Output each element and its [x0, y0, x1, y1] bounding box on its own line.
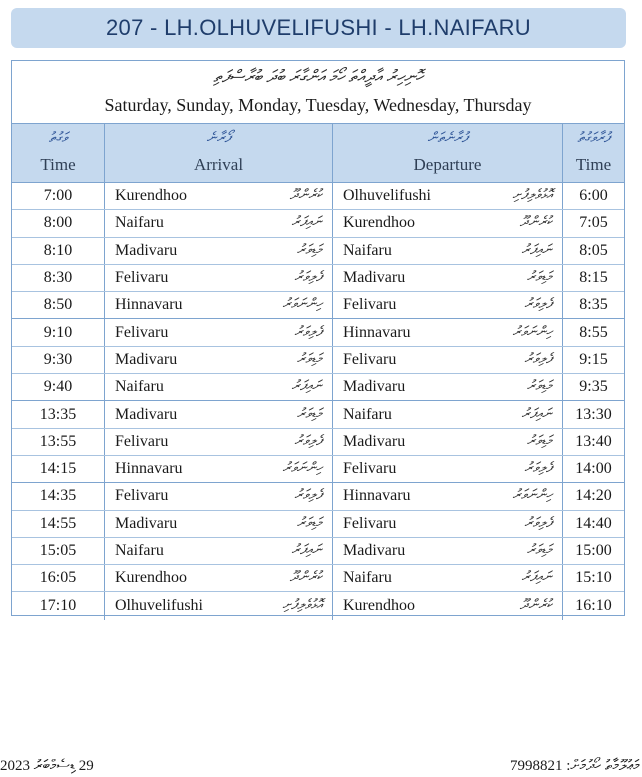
- departure-place-dv: ކުރެންދޫ: [519, 215, 552, 231]
- footer-date: 29 ޑިސެމްބަރު 2023: [0, 758, 94, 774]
- departure-place: [332, 429, 562, 455]
- departure-place-dv: ކުރެންދޫ: [519, 598, 552, 614]
- departure-place-en: Madivaru: [343, 378, 406, 396]
- departure-place: [332, 401, 562, 427]
- arrival-time: 9:10: [43, 323, 73, 341]
- route-title-bar: [11, 8, 626, 48]
- arrival-place-dv: މަޑިވަރު: [296, 242, 322, 258]
- arrival-place-dv: މަޑިވަރު: [296, 515, 322, 531]
- departure-place: [332, 538, 562, 564]
- arrival-place-en: Felivaru: [115, 269, 169, 287]
- arrival-place-en: Hinnavaru: [115, 460, 183, 478]
- departure-place-en: Madivaru: [343, 269, 406, 287]
- arrival-time: 7:00: [43, 187, 73, 205]
- column-header-departure-time: [562, 124, 624, 182]
- departure-place-en: Olhuvelifushi: [343, 187, 431, 205]
- departure-time: 7:05: [562, 210, 624, 236]
- departure-time: 6:00: [562, 183, 624, 209]
- table-row: [12, 265, 624, 292]
- departure-place: [332, 374, 562, 400]
- column-header-row: [12, 123, 624, 183]
- arrival-place-dv: އޮޅުވެލިފުށި: [282, 598, 322, 614]
- departure-place-dv: ފެލިވަރު: [524, 351, 552, 367]
- arrival-time: 9:40: [43, 378, 73, 396]
- arrival-place-dv: ފެލިވަރު: [294, 433, 322, 449]
- departure-place-en: Kurendhoo: [343, 597, 415, 615]
- arrival-place: [104, 374, 332, 400]
- arrival-place: [104, 456, 332, 482]
- column-header-dv: ފޯރާނެ: [206, 131, 231, 146]
- arrival-place-dv: ނައިފަރު: [291, 215, 322, 231]
- arrival-place-dv: ނައިފަރު: [291, 543, 322, 558]
- arrival-place-en: Madivaru: [115, 241, 178, 259]
- arrival-place-en: Felivaru: [115, 432, 169, 450]
- arrival-place: [104, 429, 332, 455]
- arrival-place-en: Madivaru: [115, 350, 178, 368]
- table-row: [12, 401, 624, 428]
- arrival-place-dv: ނައިފަރު: [291, 379, 322, 395]
- arrival-time: 14:15: [39, 460, 77, 478]
- arrival-place-dv: ހިންނަވަރު: [282, 297, 322, 313]
- departure-place-dv: ފެލިވަރު: [524, 461, 552, 477]
- arrival-place-dv: މަޑިވަރު: [296, 351, 322, 367]
- departure-time: 14:20: [562, 483, 624, 509]
- departure-place: [332, 592, 562, 619]
- departure-place-dv: މަޑިވަރު: [526, 543, 552, 558]
- departure-place: [332, 292, 562, 318]
- departure-place: [332, 210, 562, 236]
- route-title: 207 - LH.OLHUVELIFUSHI - LH.NAIFARU: [106, 15, 531, 40]
- departure-place: [332, 183, 562, 209]
- table-row: [12, 238, 624, 265]
- days-header: [12, 61, 624, 123]
- days-english: Saturday, Sunday, Monday, Tuesday, Wednesday, Thursday: [104, 95, 532, 115]
- table-row: [12, 483, 624, 510]
- arrival-place-dv: ކުރެންދޫ: [289, 188, 322, 204]
- departure-time: 8:55: [562, 319, 624, 345]
- departure-time: 13:40: [562, 429, 624, 455]
- arrival-place: [104, 592, 332, 619]
- arrival-place-dv: މަޑިވަރު: [296, 406, 322, 422]
- departure-place-en: Naifaru: [343, 241, 392, 259]
- table-row: [12, 538, 624, 565]
- arrival-place: [104, 565, 332, 591]
- column-header-departure: [332, 124, 562, 182]
- arrival-time: 8:10: [43, 241, 73, 259]
- departure-place-en: Felivaru: [343, 296, 397, 314]
- arrival-time: 8:00: [43, 214, 73, 232]
- column-header-dv: ފުރާވަގުތު: [577, 131, 610, 146]
- arrival-place-en: Felivaru: [115, 323, 169, 341]
- arrival-time: 17:10: [39, 597, 77, 615]
- departure-place: [332, 483, 562, 509]
- departure-place-en: Hinnavaru: [343, 487, 411, 505]
- column-header-arrival: [104, 124, 332, 182]
- departure-place-en: Hinnavaru: [343, 323, 411, 341]
- arrival-place-en: Kurendhoo: [115, 569, 187, 587]
- departure-place: [332, 565, 562, 591]
- departure-place-dv: މަޑިވަރު: [526, 270, 552, 286]
- departure-place-dv: ފެލިވަރު: [524, 515, 552, 531]
- departure-place-dv: ނައިފަރު: [521, 570, 552, 586]
- table-row: [12, 374, 624, 401]
- departure-time: 9:35: [562, 374, 624, 400]
- arrival-place-en: Naifaru: [115, 542, 164, 559]
- arrival-place: [104, 265, 332, 291]
- arrival-place-dv: ފެލިވަރު: [294, 488, 322, 504]
- departure-place: [332, 319, 562, 345]
- days-dhivehi: ހޮނިހިރު އާދީއްތަ ހޯމަ އަންގާރަ ބުދަ ބުރާސްފަތި: [213, 67, 423, 86]
- table-row: [12, 210, 624, 237]
- arrival-time: 16:05: [39, 569, 77, 587]
- arrival-place-dv: ކުރެންދޫ: [289, 570, 322, 586]
- table-row: [12, 292, 624, 319]
- departure-time: 8:05: [562, 238, 624, 264]
- departure-time: 14:40: [562, 511, 624, 537]
- departure-place: [332, 511, 562, 537]
- table-row: [12, 592, 624, 619]
- arrival-place-en: Madivaru: [115, 405, 178, 423]
- departure-time: 13:30: [562, 401, 624, 427]
- schedule-rows: [12, 183, 624, 620]
- arrival-place-dv: ފެލިވަރު: [294, 270, 322, 286]
- departure-place-en: Felivaru: [343, 514, 397, 532]
- arrival-time: 8:30: [43, 269, 73, 287]
- arrival-place: [104, 319, 332, 345]
- column-header-en: Time: [575, 155, 612, 174]
- arrival-place: [104, 401, 332, 427]
- table-row: [12, 456, 624, 483]
- column-header-dv: ވަގުތު: [48, 131, 68, 146]
- arrival-place: [104, 292, 332, 318]
- departure-place-en: Naifaru: [343, 405, 392, 423]
- departure-place-dv: ފެލިވަރު: [524, 297, 552, 313]
- arrival-place: [104, 483, 332, 509]
- departure-time: 14:00: [562, 456, 624, 482]
- arrival-place-en: Kurendhoo: [115, 187, 187, 205]
- table-row: [12, 511, 624, 538]
- table-row: [12, 183, 624, 210]
- arrival-place: [104, 347, 332, 373]
- arrival-place-en: Naifaru: [115, 214, 164, 232]
- departure-place-dv: މަޑިވަރު: [526, 433, 552, 449]
- table-row: [12, 429, 624, 456]
- schedule-table: [11, 60, 625, 616]
- departure-time: 16:10: [562, 592, 624, 619]
- departure-place-en: Naifaru: [343, 569, 392, 587]
- column-header-en: Departure: [413, 155, 482, 174]
- departure-place-en: Madivaru: [343, 542, 406, 559]
- arrival-place-en: Naifaru: [115, 378, 164, 396]
- column-header-en: Arrival: [193, 155, 244, 174]
- arrival-place-dv: ހިންނަވަރު: [282, 461, 322, 477]
- departure-place: [332, 265, 562, 291]
- departure-place-en: Kurendhoo: [343, 214, 415, 232]
- arrival-place-en: Olhuvelifushi: [115, 597, 203, 615]
- departure-place-en: Madivaru: [343, 432, 406, 450]
- departure-time: 15:00: [562, 538, 624, 564]
- arrival-place-dv: ފެލިވަރު: [294, 324, 322, 340]
- departure-place-dv: ނައިފަރު: [521, 242, 552, 258]
- table-row: [12, 565, 624, 592]
- column-header-en: Time: [40, 155, 76, 174]
- arrival-place: [104, 183, 332, 209]
- departure-place-dv: އޮޅުވެލިފުށި: [512, 188, 552, 204]
- departure-place-en: Felivaru: [343, 460, 397, 478]
- departure-place-en: Felivaru: [343, 350, 397, 368]
- departure-place-dv: ހިންނަވަރު: [512, 488, 552, 504]
- departure-time: 9:15: [562, 347, 624, 373]
- arrival-place: [104, 538, 332, 564]
- arrival-time: 15:05: [39, 542, 77, 559]
- arrival-place: [104, 238, 332, 264]
- arrival-time: 8:50: [43, 296, 73, 314]
- table-row: [12, 319, 624, 346]
- column-header-arrival-time: [12, 124, 104, 182]
- departure-time: 8:35: [562, 292, 624, 318]
- arrival-place-en: Felivaru: [115, 487, 169, 505]
- departure-place: [332, 456, 562, 482]
- arrival-time: 9:30: [43, 350, 73, 368]
- departure-time: 8:15: [562, 265, 624, 291]
- footer-contact: މަޢުލޫމާތު ހޯދުމަށް: 7998821: [509, 758, 640, 774]
- departure-place-dv: ނައިފަރު: [521, 406, 552, 422]
- arrival-time: 13:55: [39, 432, 77, 450]
- arrival-time: 14:55: [39, 514, 77, 532]
- departure-place-dv: ހިންނަވަރު: [512, 324, 552, 340]
- departure-place-dv: މަޑިވަރު: [526, 379, 552, 395]
- departure-time: 15:10: [562, 565, 624, 591]
- arrival-time: 13:35: [39, 405, 77, 423]
- arrival-place: [104, 210, 332, 236]
- arrival-place: [104, 511, 332, 537]
- arrival-time: 14:35: [39, 487, 77, 505]
- column-header-dv: ފުރާނެތަން: [427, 131, 468, 146]
- departure-place: [332, 238, 562, 264]
- table-row: [12, 347, 624, 374]
- departure-place: [332, 347, 562, 373]
- arrival-place-en: Madivaru: [115, 514, 178, 532]
- arrival-place-en: Hinnavaru: [115, 296, 183, 314]
